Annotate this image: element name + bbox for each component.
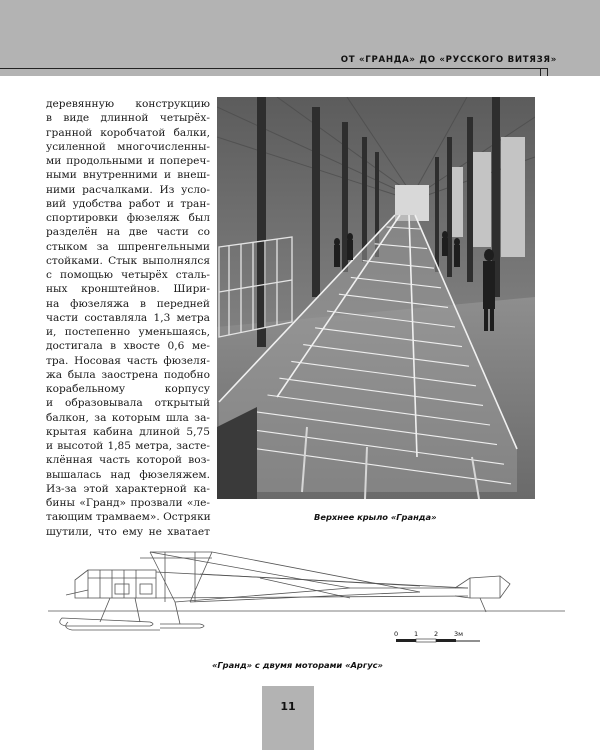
- body-text-line: ними расчалками. Из усло-: [46, 183, 210, 196]
- body-text-line: Из-за этой характерной ка-: [46, 482, 210, 495]
- body-text-line: жа была заострена подобно: [46, 368, 210, 381]
- wing-photo-caption: Верхнее крыло «Гранда»: [314, 512, 437, 522]
- wing-photo-illustration: [217, 97, 535, 499]
- body-text-line: ных кронштейнов. Шири-: [46, 283, 210, 296]
- scale-label-3: 3м: [454, 630, 464, 638]
- body-text-line: и, постепенно уменьшаясь,: [46, 326, 210, 338]
- body-text-line: вий удобства работ и тран-: [46, 197, 210, 210]
- body-text-line: балкон, за которым шла за-: [46, 411, 210, 424]
- grand-side-view-drawing: [0, 540, 600, 655]
- body-text-line: достигала в хвосте 0,6 ме-: [46, 340, 210, 353]
- body-text-line: тра. Носовая часть фюзеля-: [46, 354, 210, 367]
- body-text-line: шутили, что ему не хватает: [46, 525, 210, 538]
- body-text-line: и высотой 1,85 метра, засте-: [46, 440, 210, 452]
- running-header-title: ОТ «ГРАНДА» ДО «РУССКОГО ВИТЯЗЯ»: [340, 55, 557, 65]
- body-text-line: крытая кабина длиной 5,75: [46, 425, 210, 438]
- body-text-line: гранной коробчатой балки,: [46, 126, 210, 139]
- page-number-tab: [262, 686, 314, 750]
- body-text-line: корабельному корпусу: [46, 383, 210, 395]
- body-text-line: тающим трамваем». Остряки: [46, 511, 211, 524]
- body-text-line: деревянную конструкцию: [46, 98, 210, 110]
- body-text-line: и образовывала открытый: [46, 397, 210, 410]
- body-text-line: ными внутренними и внеш-: [46, 169, 210, 182]
- body-text-line: клённая часть которой воз-: [46, 454, 210, 467]
- body-text-line: спортировки фюзеляж был: [46, 212, 210, 224]
- body-text-line: стыком за шпренгельными: [46, 240, 210, 253]
- scale-label-0: 0: [394, 630, 399, 638]
- body-text-line: усиленной многочисленны-: [46, 140, 210, 153]
- body-text-line: на фюзеляжа в передней: [46, 297, 210, 310]
- page-number: 11: [280, 700, 296, 713]
- body-text-line: стойками. Стык выполнялся: [46, 254, 210, 267]
- body-text-line: с помощью четырёх сталь-: [46, 269, 210, 281]
- scale-label-2: 2: [434, 630, 439, 638]
- body-text-line: ми продольными и попереч-: [46, 155, 210, 167]
- header-rule: [0, 68, 540, 69]
- body-text-line: вышалась над фюзеляжем.: [46, 468, 210, 481]
- body-text-line: части составляла 1,3 метра: [46, 311, 210, 324]
- header-corner-mark: [540, 68, 548, 76]
- body-text-line: разделён на две части со: [46, 226, 210, 239]
- wing-photo: [217, 97, 535, 499]
- body-text-column: [46, 97, 210, 539]
- body-text-line: в виде длинной четырёх-: [46, 112, 210, 125]
- body-text-line: бины «Гранд» прозвали «ле-: [46, 497, 210, 509]
- scale-label-1: 1: [414, 630, 419, 638]
- drawing-caption: «Гранд» с двумя моторами «Аргус»: [212, 660, 383, 670]
